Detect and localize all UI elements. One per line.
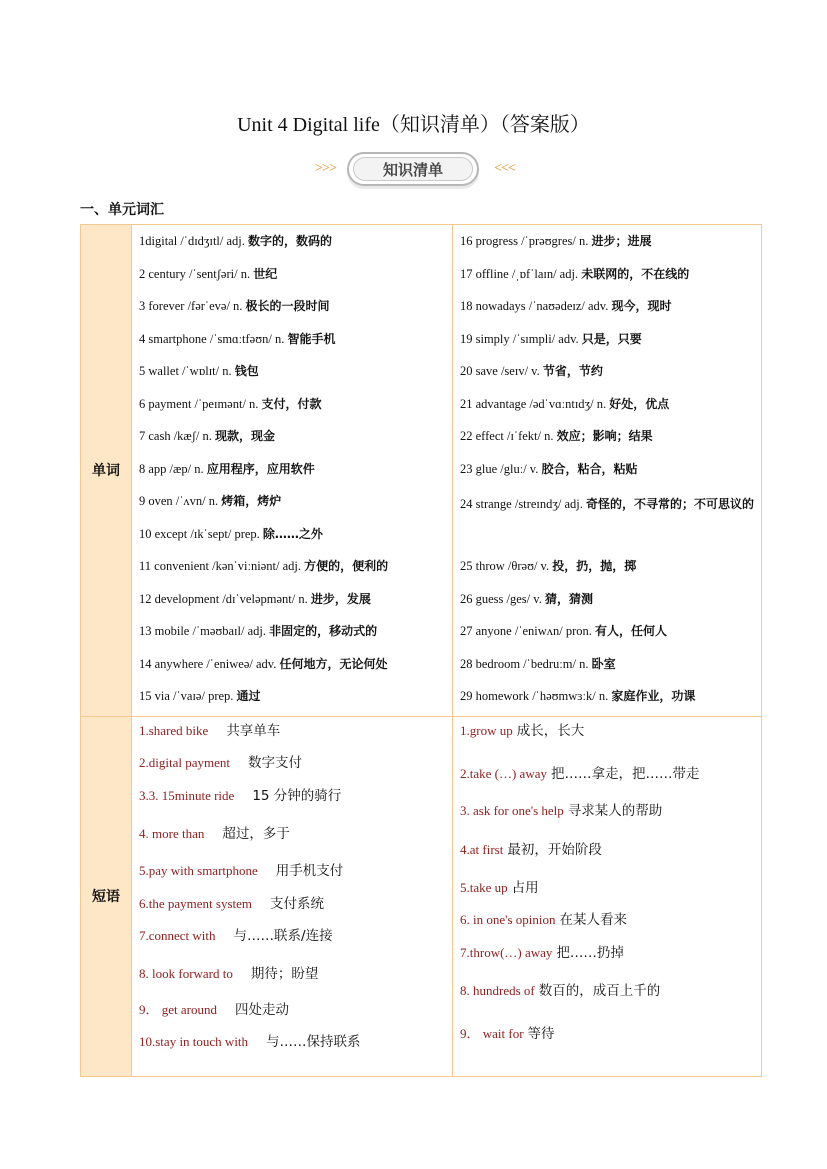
- vocab-meaning: 胶合，粘合，粘贴: [541, 461, 638, 476]
- phrase-zh: 共享单车: [226, 722, 281, 739]
- vocab-meaning: 支付，付款: [261, 396, 322, 411]
- phrase-zh: 把……扔掉: [556, 944, 624, 961]
- vocab-word: 22 effect /ɪˈfekt/ n.: [460, 429, 557, 443]
- vocab-meaning: 方便的，便利的: [304, 559, 389, 573]
- vocab-item: [460, 456, 761, 489]
- phrase-zh: 用手机支付: [275, 862, 344, 879]
- vocab-meaning: 现款，现金: [215, 429, 276, 443]
- phrase-item: [139, 753, 452, 786]
- phrase-en: 3.3. 15minute ride: [139, 787, 235, 803]
- phrase-en: 2.digital payment: [139, 754, 230, 770]
- vocab-word: 18 nowadays /ˈnaʊədeɪz/ adv.: [460, 299, 612, 313]
- vocab-item: [139, 651, 452, 684]
- page-title: Unit 4 Digital life（知识清单）（答案版）: [237, 114, 590, 136]
- vocab-item: [460, 488, 761, 553]
- phrase-en: 10.stay in touch with: [139, 1033, 249, 1049]
- vocab-meaning: 家庭作业，功课: [611, 689, 696, 703]
- vocab-meaning: 进步，发展: [310, 591, 371, 606]
- vocab-item: [139, 358, 452, 391]
- vocab-word: 17 offline /ˌɒfˈlaɪn/ adj.: [460, 266, 582, 281]
- vocab-meaning: 卧室: [591, 656, 616, 671]
- vocab-meaning: 应用程序，应用软件: [206, 461, 315, 476]
- knowledge-table: [80, 224, 762, 1077]
- vocab-word: 5 wallet /ˈwɒlɪt/ n.: [139, 364, 235, 378]
- phrase-en: 6.the payment system: [139, 895, 253, 911]
- phrase-item: [460, 764, 761, 801]
- vocab-col-right: [453, 225, 762, 717]
- vocab-item: [460, 423, 761, 456]
- vocab-meaning: 奇怪的，不寻常的；不可思议的: [586, 497, 755, 511]
- phrase-item: [460, 910, 761, 943]
- vocab-item: [460, 326, 761, 359]
- phrase-en: 8. look forward to: [139, 965, 233, 981]
- vocab-meaning: 节省，节约: [542, 364, 603, 378]
- vocab-word: 8 app /æp/ n.: [139, 461, 207, 476]
- vocab-item: [139, 586, 452, 619]
- vocab-item: [460, 391, 761, 424]
- banner-text: 知识清单: [353, 157, 473, 181]
- vocab-word: 26 guess /ges/ v.: [460, 591, 545, 606]
- vocab-word: 9 oven /ˈʌvn/ n.: [139, 494, 222, 508]
- phrase-item: [460, 981, 761, 1024]
- phrase-zh: 支付系统: [270, 895, 325, 912]
- chevron-right-icon: <<<: [494, 161, 515, 176]
- phrase-zh: 等待: [527, 1025, 555, 1042]
- phrase-en: 4.at first: [460, 841, 504, 857]
- vocab-meaning: 非固定的，移动式的: [269, 624, 378, 638]
- vocab-item: [460, 261, 761, 294]
- vocab-word: 23 glue /gluː/ v.: [460, 461, 542, 476]
- vocab-item: [460, 228, 761, 261]
- vocab-meaning: 只是，只要: [581, 331, 642, 346]
- phrase-en: 5.take up: [460, 879, 508, 895]
- vocab-word: 21 advantage /ədˈvɑːntɪdʒ/ n.: [460, 396, 610, 411]
- phrase-en: 1.grow up: [460, 722, 513, 738]
- vocab-meaning: 任何地方，无论何处: [279, 656, 388, 671]
- vocab-meaning: 除……之外: [262, 526, 323, 541]
- vocab-meaning: 世纪: [253, 266, 278, 281]
- vocab-word: 2 century /ˈsentʃəri/ n.: [139, 266, 254, 281]
- phrase-en: 5.pay with smartphone: [139, 862, 258, 878]
- vocab-item: [139, 326, 452, 359]
- phrase-zh: 寻求某人的帮助: [567, 802, 663, 819]
- vocab-meaning: 现今，现时: [611, 299, 672, 313]
- phrase-item: [460, 1024, 761, 1067]
- vocab-word: 25 throw /θrəʊ/ v.: [460, 559, 553, 573]
- vocab-meaning: 烤箱，烤炉: [221, 494, 282, 508]
- vocab-meaning: 数字的，数码的: [248, 234, 333, 248]
- vocab-word: 11 convenient /kənˈviːniənt/ adj.: [139, 559, 305, 573]
- vocab-item: [139, 553, 452, 586]
- vocab-item: [139, 261, 452, 294]
- vocab-word: 27 anyone /ˈeniwʌn/ pron.: [460, 624, 596, 638]
- phrase-zh: 最初，开始阶段: [507, 841, 602, 858]
- phrase-item: [460, 721, 761, 764]
- phrase-zh: 四处走动: [234, 1001, 289, 1018]
- vocab-col-left: [132, 225, 453, 717]
- phrase-item: [139, 1000, 452, 1032]
- phrase-item: [460, 878, 761, 910]
- vocab-word: 10 except /ɪkˈsept/ prep.: [139, 526, 263, 541]
- vocab-item: [460, 553, 761, 586]
- phrase-zh: 15 分钟的骑行: [252, 787, 342, 804]
- vocab-word: 16 progress /ˈprəʊgres/ n.: [460, 234, 592, 248]
- phrase-zh: 把……拿走，把……带走: [551, 765, 700, 782]
- vocab-meaning: 极长的一段时间: [245, 299, 330, 313]
- phrase-en: 8. hundreds of: [460, 982, 535, 998]
- phrase-zh: 数百的，成百上千的: [538, 982, 661, 999]
- vocab-word: 3 forever /fərˈevə/ n.: [139, 299, 246, 313]
- vocab-item: [460, 618, 761, 651]
- phrase-item: [139, 721, 452, 753]
- vocab-item: [139, 228, 452, 261]
- phrase-zh: 与……联系/连接: [233, 927, 333, 944]
- vocab-item: [460, 293, 761, 326]
- vocab-item: [460, 651, 761, 684]
- vocab-word: 14 anywhere /ˈeniweə/ adv.: [139, 656, 280, 671]
- vocab-item: [139, 488, 452, 521]
- vocab-meaning: 投，扔，抛，掷: [552, 559, 637, 573]
- phrase-label: 短语: [81, 716, 132, 1076]
- section-banner: [300, 150, 530, 190]
- phrase-item: [139, 824, 452, 861]
- phrase-item: [460, 801, 761, 840]
- vocab-item: [139, 423, 452, 456]
- vocab-word: 12 development /dɪˈveləpmənt/ n.: [139, 591, 311, 606]
- vocab-item: [139, 456, 452, 489]
- phrase-zh: 占用: [511, 879, 539, 896]
- phrase-item: [139, 926, 452, 964]
- phrase-item: [139, 964, 452, 1000]
- phrase-item: [139, 861, 452, 894]
- phrase-item: [460, 943, 761, 981]
- vocab-word: 24 strange /streɪndʒ/ adj.: [460, 497, 587, 511]
- vocab-item: [139, 683, 452, 716]
- phrase-en: 3. ask for one's help: [460, 802, 564, 818]
- phrase-zh: 成长，长大: [516, 722, 585, 739]
- phrase-item: [139, 894, 452, 926]
- vocab-item: [139, 293, 452, 326]
- vocab-item: [460, 586, 761, 619]
- phrase-en: 4. more than: [139, 825, 205, 841]
- phrase-en: 2.take (…) away: [460, 765, 547, 781]
- phrase-zh: 与……保持联系: [266, 1033, 361, 1050]
- vocab-word: 13 mobile /ˈməʊbaɪl/ adj.: [139, 624, 270, 638]
- phrase-col-left: [132, 716, 453, 1076]
- phrase-col-right: [453, 716, 762, 1076]
- vocab-meaning: 未联网的，不在线的: [581, 266, 690, 281]
- chevron-left-icon: >>>: [315, 161, 336, 176]
- banner-pill: [347, 152, 479, 186]
- vocab-item: [139, 391, 452, 424]
- phrase-zh: 超过，多于: [222, 825, 290, 842]
- vocab-meaning: 猜，猜测: [544, 591, 593, 606]
- phrase-zh: 数字支付: [247, 754, 302, 771]
- vocab-item: [139, 618, 452, 651]
- vocab-meaning: 钱包: [234, 364, 259, 378]
- vocab-row: [81, 225, 762, 717]
- vocab-word: 20 save /seɪv/ v.: [460, 364, 543, 378]
- vocab-word: 19 simply /ˈsɪmpli/ adv.: [460, 331, 582, 346]
- vocab-item: [460, 358, 761, 391]
- vocab-item: [139, 521, 452, 554]
- phrase-en: 7.throw(…) away: [460, 944, 553, 960]
- vocab-meaning: 有人，任何人: [595, 624, 668, 638]
- vocab-meaning: 好处，优点: [609, 396, 670, 411]
- phrase-zh: 期待；盼望: [250, 965, 319, 982]
- phrase-zh: 在某人看来: [559, 911, 628, 928]
- phrase-en: 7.connect with: [139, 927, 216, 943]
- vocab-word: 1digital /ˈdɪdʒɪtl/ adj.: [139, 234, 249, 248]
- vocab-word: 28 bedroom /ˈbedruːm/ n.: [460, 656, 592, 671]
- vocab-label: 单词: [81, 225, 132, 717]
- vocab-meaning: 通过: [236, 689, 261, 703]
- vocab-word: 7 cash /kæʃ/ n.: [139, 429, 216, 443]
- phrase-item: [139, 1032, 452, 1070]
- phrase-item: [139, 786, 452, 824]
- vocab-word: 4 smartphone /ˈsmɑːtfəʊn/ n.: [139, 331, 288, 346]
- section-heading: 一、单元词汇: [80, 202, 164, 218]
- vocab-word: 29 homework /ˈhəʊmwɜːk/ n.: [460, 689, 612, 703]
- phrase-item: [460, 840, 761, 878]
- phrase-en: 9． get around: [139, 1001, 217, 1017]
- vocab-meaning: 效应；影响；结果: [556, 429, 653, 443]
- phrase-en: 9． wait for: [460, 1025, 524, 1041]
- vocab-item: [460, 683, 761, 716]
- vocab-meaning: 进步；进展: [591, 234, 652, 248]
- phrase-en: 6. in one's opinion: [460, 911, 556, 927]
- phrase-en: 1.shared bike: [139, 722, 209, 738]
- vocab-word: 6 payment /ˈpeɪmənt/ n.: [139, 396, 262, 411]
- phrase-row: [81, 716, 762, 1076]
- vocab-meaning: 智能手机: [287, 331, 336, 346]
- vocab-word: 15 via /ˈvaɪə/ prep.: [139, 689, 237, 703]
